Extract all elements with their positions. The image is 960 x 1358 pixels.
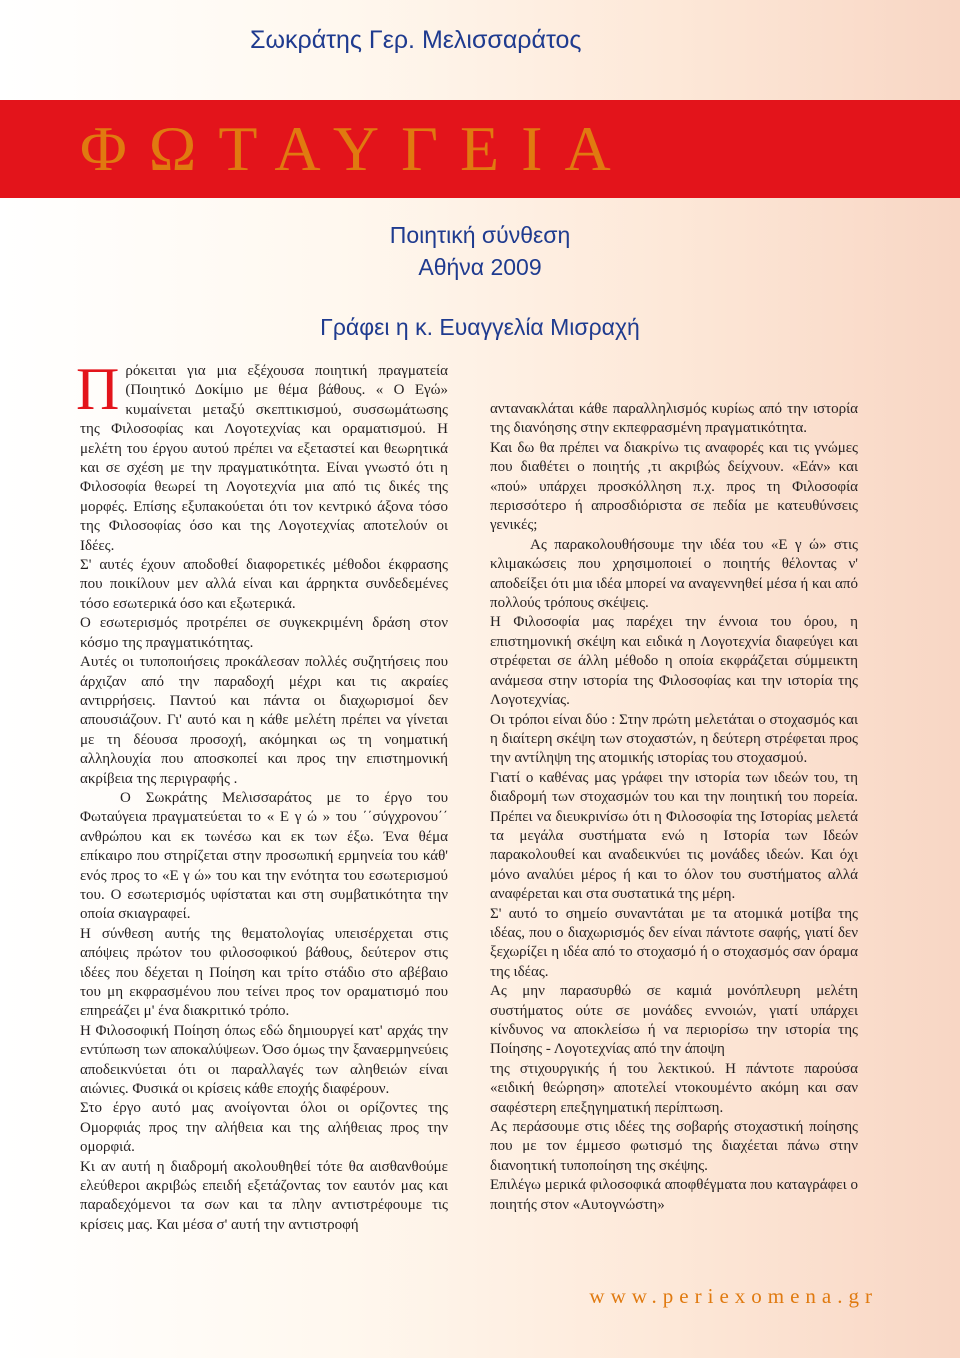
- paragraph: Ας μην παρασυρθώ σε καμιά μονόπλευρη μελέτη συστήματος ούτε σε μονάδες εννοιών, γιατί υπάρχει κίνδυνος να αποκλείσω ή να περιορίσω την ιστορία της Ποίησης - Λογοτεχνίας από την άποψη: [490, 983, 858, 1058]
- book-title: ΦΩΤΑΥΓΕΙΑ: [80, 113, 633, 184]
- paragraph: Κι αν αυτή η διαδρομή ακολουθηθεί τότε θα αισθανθούμε ελεύθεροι ακριβώς επειδή εξετάζοντας τον εαυτόν μας και παραδεχόμενοι τα σων και τα πλην αντιστρέφουμε τις κρίσεις μας. Και μέσα σ' αυτή την αντιστροφή: [80, 1158, 448, 1233]
- paragraph: Ο Σωκράτης Μελισσαράτος με το έργο του Φωταύγεια πραγματεύεται το « Ε γ ώ » του ΄΄σύγχρονου΄΄ ανθρώπου και εκ τωνέσω και εκ των έξω. Ένα θέμα επίκαιρο που στηρίζεται στην προσωπική ερμηνεία του κάθ' ενός προς το «Ε γ ώ» του και την ενότητα του εσωτερισμού του. Ο εσωτερισμός υφίσταται και στη συμβατικότητα την οποία σκιαγραφεί.: [80, 789, 448, 923]
- paragraph: Σ' αυτές έχουν αποδοθεί διαφορετικές μέθοδοι έκφρασης που ποικίλουν μεν αλλά είναι και άρρηκτα συνδεδεμένες τόσο εσωτερικά όσο και εξωτερικά.: [80, 557, 448, 612]
- paragraph: Η Φιλοσοφική Ποίηση όπως εδώ δημιουργεί κατ' αρχάς την εντύπωση των αποκαλύψεων. Όσο όμως την ξαναερμηνεύεις αποδεικνύεται ότι οι παραλλαγές των αληθειών είναι αιώνιες. Φυσικά οι κρίσεις κάθε εποχής διαφέρουν.: [80, 1022, 448, 1098]
- paragraph: Ας περάσουμε στις ιδέες της σοβαρής στοχαστική ποίησης που με τον έμμεσο φωτισμό της διαχέεται πάνω στην διανοητική τυποποίηση της σκέψης.: [490, 1119, 858, 1174]
- paragraph: Επιλέγω μερικά φιλοσοφικά αποφθέγματα που καταγράφει ο ποιητής στον «Αυτογνώστη»: [490, 1177, 858, 1213]
- paragraph: Στο έργο αυτό μας ανοίγονται όλοι οι ορίζοντες της Ομορφιάς προς την αλήθεια και της αλήθειας προς την ομορφιά.: [80, 1100, 448, 1156]
- paragraph: Και δω θα πρέπει να διακρίνω τις αναφορές και τις γνώμες που διαθέτει ο ποιητής ,τι ακριβώς δείχνουν. «Εάν» και «πού» υπάρχει προσκόλληση π.χ. προς τη Φιλοσοφία περισσότερο ή απροσδιόριστα σε πεδία με κατευθύνσεις γενικές;: [490, 439, 858, 534]
- paragraph: Η Φιλοσοφία μας παρέχει την έννοια του όρου, η επιστημονική σκέψη και ειδικά η Λογοτεχνία διαφεύγει και στρέφεται σε άλλη μέθοδο η οποία εκφράζεται σύμμεικτη ανάμεσα στην ιστορία της Φιλοσοφίας και την ιστορία της Λογοτεχνίας.: [490, 614, 858, 709]
- paragraph: Αυτές οι τυποποιήσεις προκάλεσαν πολλές συζητήσεις που άρχιζαν από την παραδοχή μέχρι και τις ακραίες αντιρρήσεις. Παντού και πάντα οι διαχωρισμοί δεν απουσιάζουν. Γι' αυτό και η κάθε μελέτη πρέπει να γίνεται με τη δέουσα προσοχή, ακόμηκαι ως τη νοηματική αλληλουχία που αποσκοπεί και προς την επιστημονική ακρίβεια της περιγραφής .: [80, 654, 448, 787]
- paragraph: Οι τρόποι είναι δύο : Στην πρώτη μελετάται ο στοχασμός και η διαίτερη σκέψη των στοχαστών, η δεύτερη στρέφεται προς την αντίληψη της ατομικής ιστορίας του στοχασμού.: [490, 711, 858, 767]
- author-name: Σωκράτης Γερ. Μελισσαράτος: [250, 26, 582, 54]
- paragraph: [76, 356, 448, 556]
- paragraph: της στιχουργικής ή του λεκτικού. Η πάντοτε παρούσα «ειδική θεώρηση» αποτελεί ντοκουμέντο ακόμη και σαν σαφέστερη επεξηγηματική περίπτωση.: [490, 1060, 858, 1116]
- paragraph: Ας παρακολουθήσουμε την ιδέα του «Ε γ ώ» στις κλιμακώσεις που χρησιμοποιεί ο ποιητής θέλοντας ν' αποδείξει ότι μια ιδέα μπορεί να αναγεννηθεί μέσα ή και από πολλούς τρόπους σκέψεις.: [490, 536, 858, 612]
- paragraph: Σ' αυτό το σημείο συναντάται με τα ατομικά μοτίβα της ιδέας, που ο διαχωρισμός δεν είναι πάντοτε σαφής, γιατί δεν ξεχωρίζει η ιδέα από το στοχασμό ή ο στοχασμός σαν όραμα της ιδέας.: [490, 905, 858, 980]
- paragraph: αντανακλάται κάθε παραλληλισμός κυρίως από την ιστορία της διανόησης στην εκπεφρασμένη πραγματικότητα.: [490, 401, 858, 437]
- byline: Γράφει η κ. Ευαγγελία Μισραχή: [320, 314, 640, 340]
- dropcap: Π: [76, 356, 120, 422]
- paragraph: Γιατί ο καθένας μας γράφει την ιστορία των ιδεών του, τη διαδρομή των στοχασμών του και την ποιητική του πορεία. Πρέπει να διευκρινίσω ότι η Φιλοσοφία της Ιστορίας μελετά τα μεγάλα συστήματα ενώ η Ιστορία των Ιδεών παρακολουθεί και αναδεικνύει τις μονάδες ιδεών. Και όχι μόνο αναλύει μέρος ή και το όλον του συστήματος αλλά αναφέρεται και στα συστατικά της μέρη.: [490, 769, 858, 903]
- paragraph: Η σύνθεση αυτής της θεματολογίας υπεισέρχεται στις απόψεις πρώτον του φιλοσοφικού βάθους, δεύτερον στις ιδέες που δέχεται η Ποίηση και τρίτο στάδιο στο αβέβαιο του μη εκφρασμένου που τείνει προς τον οραματισμό που επηρεάζει μ' ένα διακριτικό τρόπο.: [80, 925, 448, 1020]
- paragraph-text: ρόκειται για μια εξέχουσα ποιητική πραγματεία (Ποιητικό Δοκίμιο με θέμα βάθους. « Ο Εγώ» κυμαίνεται μεταξύ σκεπτικισμού, συσσωμάτωσης της Φιλοσοφίας και Λογοτεχνίας και οραματισμού. Η μελέτη του έργου αυτού πρέπει να εξεταστεί και θεωρητικά και σε σχέση με την πραγματικότητα. Είναι γνωστό ότι η Φιλοσοφία θεωρεί τη Λογοτεχνία μια από τις δικές της μορφές. Επίσης εξυπακούεται ότι τον κεντρικό άξονα τόσο της Φιλοσοφίας όσο και της Λογοτεχνίας αποτελούν οι Ιδέες.: [80, 363, 448, 554]
- paragraph: Ο εσωτερισμός προτρέπει σε συγκεκριμένη δράση στον κόσμο της πραγματικότητας.: [80, 615, 448, 651]
- right-column: [490, 400, 858, 1215]
- left-column: [76, 356, 448, 1235]
- subtitle-genre: Ποιητική σύνθεση: [389, 222, 571, 248]
- website-link[interactable]: www.periexomena.gr: [589, 1284, 878, 1308]
- subtitle-place-year: Αθήνα 2009: [418, 254, 542, 280]
